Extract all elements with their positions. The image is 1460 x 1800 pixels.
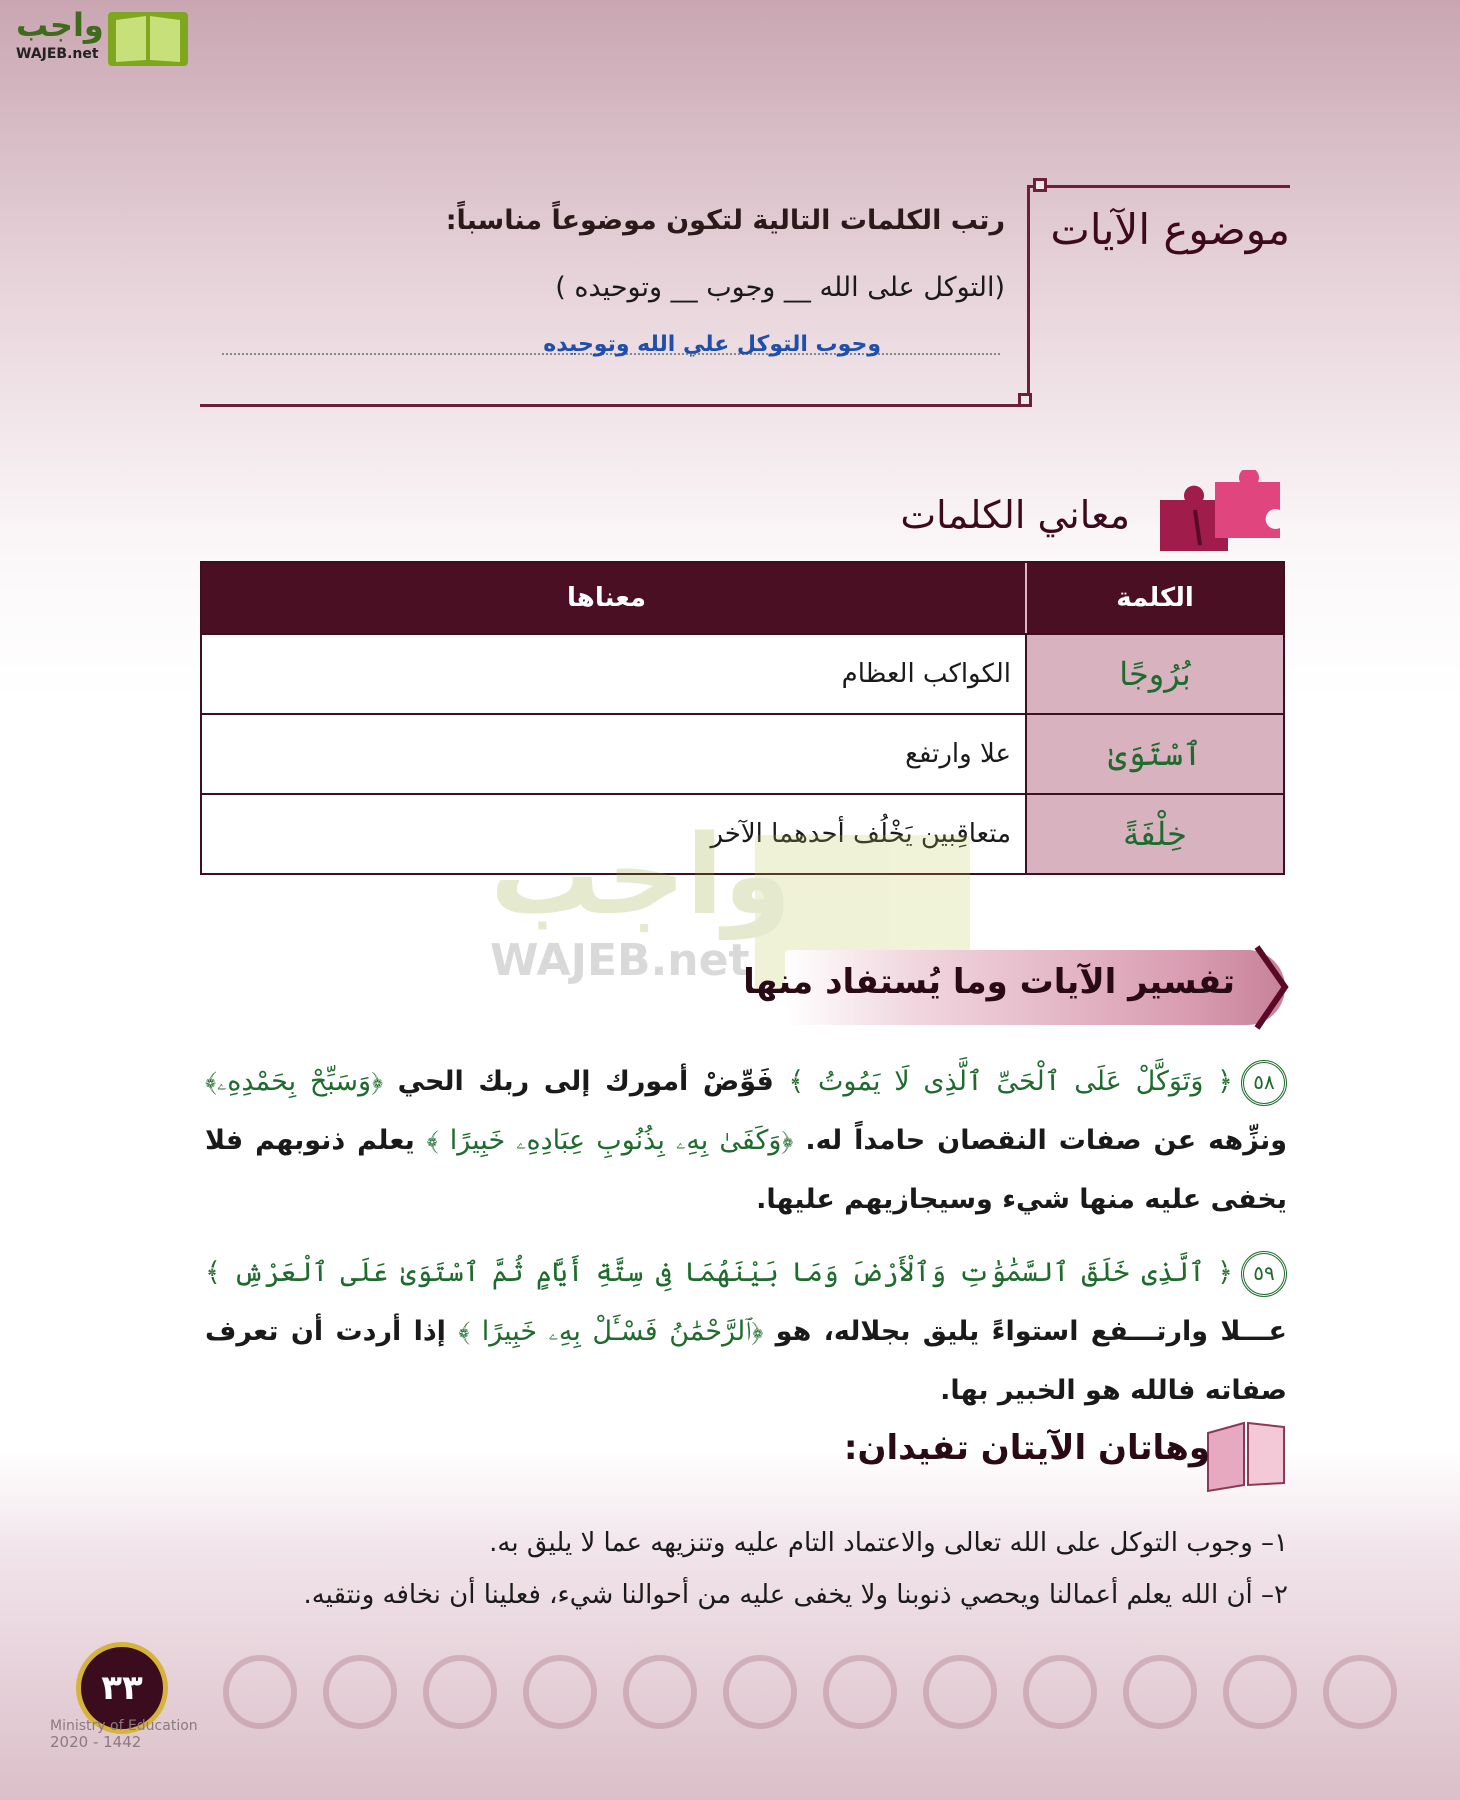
verse-59-explanation-1: عـــلا وارتـــفع استواءً يليق بجلاله، هو <box>763 1316 1287 1347</box>
verse-59-text: ﴿ ٱلَّذِى خَلَقَ ٱلسَّمَٰوَٰتِ وَٱلْأَرْضَ وَمَا بَيْنَهُمَا فِى سِتَّةِ أَيَّامٍ ثُمَّ ٱسْتَوَىٰ عَلَى ٱلْعَرْشِ ﴾ <box>205 1257 1233 1288</box>
puzzle-icon <box>1150 470 1285 555</box>
word-cell: بُرُوجًا <box>1025 635 1283 713</box>
table-header-row <box>202 563 1283 633</box>
verse-59-explanation-2: إذا أردت أن تعرف صفاته فالله هو الخبير بها. <box>205 1316 1287 1406</box>
page-number: ٣٣ <box>76 1642 168 1734</box>
table-row <box>202 713 1283 793</box>
topic-words: (التوكل على الله __ وجوب __ وتوحيده ) <box>555 272 1005 303</box>
topic-answer[interactable]: وجوب التوكل علي الله وتوحيده <box>543 332 881 357</box>
wajeb-logo[interactable] <box>10 6 190 66</box>
banner-chevron-icon <box>1253 945 1289 1030</box>
verse-59-quote-2: ﴿ٱلرَّحْمَٰنُ فَسْـَٔلْ بِهِۦ خَبِيرًا ﴾ <box>458 1316 764 1347</box>
word-cell: خِلْفَةً <box>1025 795 1283 873</box>
benefit-item: ٢– أن الله يعلم أعمالنا ويحصي ذنوبنا ولا يخفى عليه من أحوالنا شيء، فعلينا أن نخافه ونتقيه. <box>303 1580 1288 1610</box>
watermark-latin: WAJEB.net <box>490 935 750 986</box>
logo-arabic: واجب <box>16 6 104 44</box>
tafsir-title: تفسير الآيات وما يُستفاد منها <box>743 962 1235 1002</box>
verse-58-quote-2: ﴿وَسَبِّحْ بِحَمْدِهِۦ﴾ <box>205 1066 384 1097</box>
meanings-title: معاني الكلمات <box>900 493 1130 537</box>
verse-58-explanation-1: فَوِّضْ أمورك إلى ربك الحي <box>383 1066 789 1097</box>
watermark-arabic: واجب <box>490 811 792 939</box>
meaning-cell: علا وارتفع <box>202 715 1025 793</box>
verse-58-explanation-3: يعلم ذنوبهم فلا يخفى عليه منها شيء وسيجازيهم عليها. <box>205 1125 1287 1215</box>
topic-title: موضوع الآيات <box>1050 205 1290 254</box>
ministry-text: Ministry of Education <box>50 1718 198 1734</box>
logo-latin: WAJEB.net <box>16 46 99 62</box>
table-row <box>202 633 1283 713</box>
frame-corner-bottom <box>1018 393 1032 407</box>
meaning-cell: متعاقِبين يَخْلُف أحدهما الآخر <box>202 795 1025 873</box>
topic-frame-top <box>1030 185 1290 188</box>
verse-58-paragraph <box>205 1052 1287 1229</box>
word-cell: ٱسْتَوَىٰ <box>1025 715 1283 793</box>
header-meaning: معناها <box>567 583 646 613</box>
verse-58-text: ﴿ وَتَوَكَّلْ عَلَى ٱلْحَىِّ ٱلَّذِى لَا يَمُوتُ ﴾ <box>788 1066 1234 1097</box>
meaning-cell: الكواكب العظام <box>202 635 1025 713</box>
verse-number-59: ٥٩ <box>1241 1251 1287 1297</box>
topic-instruction: رتب الكلمات التالية لتكون موضوعاً مناسباً: <box>445 205 1005 236</box>
benefit-item: ١– وجوب التوكل على الله تعالى والاعتماد التام عليه وتنزيهه عما لا يليق به. <box>489 1528 1288 1558</box>
verse-59-paragraph <box>205 1243 1287 1420</box>
verse-58-quote-3: ﴿وَكَفَىٰ بِهِۦ بِذُنُوبِ عِبَادِهِۦ خَبِيرًا ﴾ <box>426 1125 794 1156</box>
open-book-icon <box>1202 1413 1290 1493</box>
frame-corner-top <box>1033 178 1047 192</box>
table-row <box>202 793 1283 873</box>
header-word: الكلمة <box>1025 563 1283 633</box>
verse-number-58: ٥٨ <box>1241 1060 1287 1106</box>
open-book-icon <box>106 8 190 68</box>
benefits-title: وهاتان الآيتان تفيدان: <box>843 1428 1210 1468</box>
decorative-border <box>200 1630 1460 1760</box>
meanings-table <box>200 561 1285 875</box>
edition-year: 2020 - 1442 <box>50 1733 142 1751</box>
verse-58-explanation-2: ونزِّهه عن صفات النقصان حامداً له. <box>793 1125 1287 1156</box>
